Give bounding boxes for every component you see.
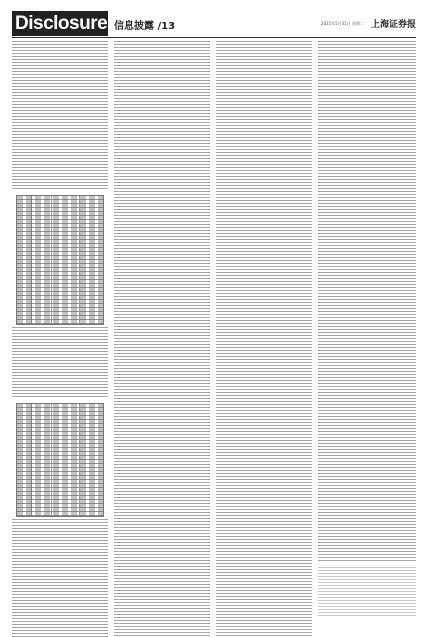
masthead bbox=[12, 11, 416, 38]
text-block bbox=[216, 41, 312, 637]
table-cells bbox=[17, 404, 103, 516]
column-1 bbox=[12, 41, 108, 617]
text-block bbox=[12, 41, 108, 191]
column-2 bbox=[114, 41, 210, 617]
data-table bbox=[16, 403, 104, 517]
dateline: 2022年5月31日 星期二 bbox=[320, 21, 364, 26]
column-3 bbox=[216, 41, 312, 617]
table-cells bbox=[17, 196, 103, 324]
newspaper-name: 上海证券报 bbox=[370, 20, 416, 30]
text-block bbox=[318, 41, 416, 561]
newspaper-page bbox=[12, 11, 416, 617]
article-body bbox=[12, 41, 416, 617]
signature-block bbox=[318, 567, 416, 617]
brand-logo: Disclosure bbox=[12, 11, 108, 36]
text-block bbox=[12, 327, 108, 399]
data-table bbox=[16, 195, 104, 325]
column-4 bbox=[318, 41, 416, 617]
text-block bbox=[114, 41, 210, 637]
text-block bbox=[12, 519, 108, 637]
section-title: 信息披露 /13 bbox=[114, 21, 176, 32]
